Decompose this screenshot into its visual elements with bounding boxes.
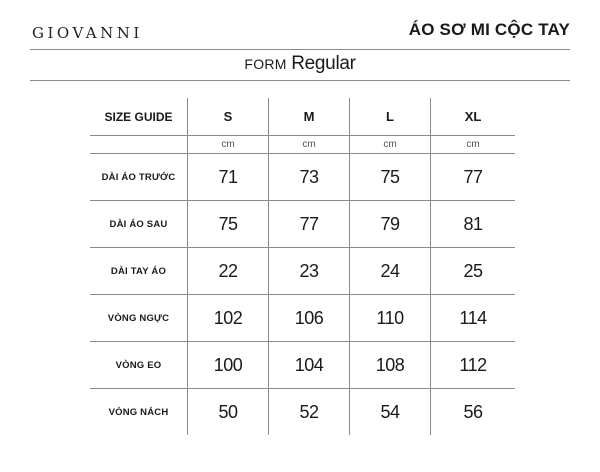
measurement-label: VÒNG NGỰC: [90, 295, 188, 342]
measurement-value: 77: [431, 154, 516, 201]
product-title: ÁO SƠ MI CỘC TAY: [408, 20, 570, 39]
measurement-value: 23: [269, 248, 350, 295]
measurement-value: 25: [431, 248, 516, 295]
measurement-value: 56: [431, 389, 516, 436]
measurement-value: 54: [350, 389, 431, 436]
size-header-m: M: [269, 98, 350, 136]
bottom-divider: [30, 80, 570, 81]
measurement-value: 106: [269, 295, 350, 342]
unit-cell: cm: [188, 136, 269, 154]
measurement-label: DÀI ÁO SAU: [90, 201, 188, 248]
measurement-value: 75: [350, 154, 431, 201]
size-header-l: L: [350, 98, 431, 136]
measurement-value: 114: [431, 295, 516, 342]
measurement-value: 52: [269, 389, 350, 436]
table-row: [90, 154, 515, 201]
measurement-label: VÒNG NÁCH: [108, 406, 169, 418]
measurement-label: DÀI ÁO TRƯỚC: [90, 154, 188, 201]
measurement-value: 110: [350, 295, 431, 342]
measurement-value: 102: [188, 295, 269, 342]
size-guide-table: [90, 98, 515, 435]
unit-cell: cm: [269, 136, 350, 154]
measurement-value: 108: [350, 342, 431, 389]
table-row: [90, 389, 515, 436]
units-row: [90, 136, 515, 154]
measurement-value: 22: [188, 248, 269, 295]
table-row: [90, 201, 515, 248]
measurement-value: 75: [188, 201, 269, 248]
unit-cell: cm: [431, 136, 516, 154]
brand-logo-text: GIOVANNI: [32, 24, 143, 42]
measurement-label: DÀI TAY ÁO: [90, 248, 188, 295]
size-guide-label: SIZE GUIDE: [90, 98, 188, 136]
measurement-value: 77: [269, 201, 350, 248]
form-line: [0, 53, 600, 75]
measurement-value: 73: [269, 154, 350, 201]
form-value: Regular: [291, 53, 356, 74]
measurement-value: 24: [350, 248, 431, 295]
measurement-value: 50: [188, 389, 269, 436]
top-divider: [30, 49, 570, 50]
measurement-label: VÒNG EO: [90, 342, 188, 389]
measurement-value: 104: [269, 342, 350, 389]
unit-cell: cm: [350, 136, 431, 154]
measurement-value: 71: [188, 154, 269, 201]
measurement-value: 81: [431, 201, 516, 248]
measurement-value: 100: [188, 342, 269, 389]
size-header-s: S: [188, 98, 269, 136]
units-row-blank: [90, 136, 188, 154]
measurement-value: 79: [350, 201, 431, 248]
table-row: [90, 342, 515, 389]
table-header-row: [90, 98, 515, 136]
form-label: FORM: [244, 56, 287, 72]
measurement-value: 112: [431, 342, 516, 389]
table-row: [90, 248, 515, 295]
size-header-xl: XL: [431, 98, 516, 136]
table-row: [90, 295, 515, 342]
